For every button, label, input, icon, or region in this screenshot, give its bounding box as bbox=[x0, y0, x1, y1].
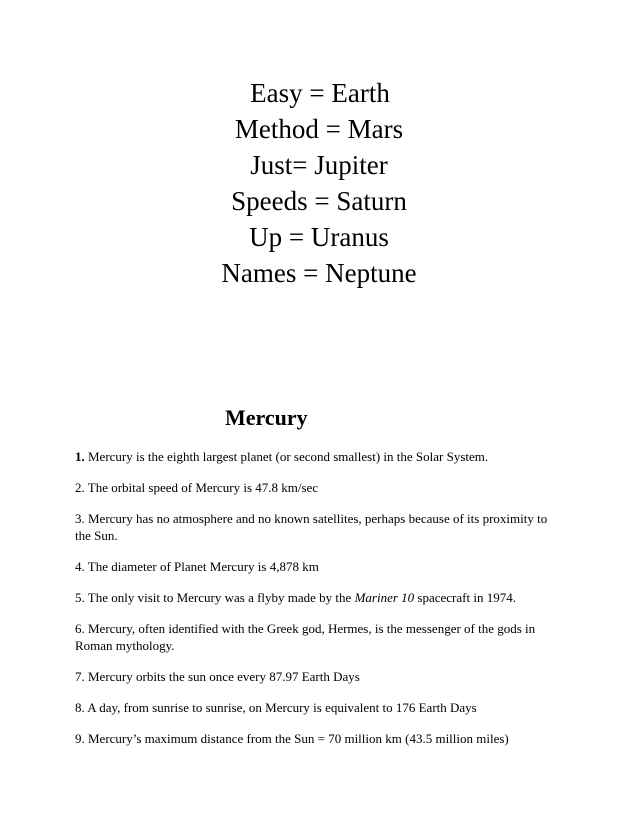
fact-item bbox=[75, 589, 565, 606]
fact-item bbox=[75, 479, 565, 496]
fact-number: 5. bbox=[75, 590, 85, 605]
planet-mnemonic bbox=[0, 75, 638, 291]
mnemonic-line-jupiter: Just= Jupiter bbox=[250, 150, 388, 180]
fact-text: The orbital speed of Mercury is 47.8 km/sec bbox=[84, 480, 319, 495]
fact-item bbox=[75, 699, 565, 716]
fact-item bbox=[75, 510, 565, 544]
fact-number: 3. bbox=[75, 511, 85, 526]
fact-number: 6. bbox=[75, 621, 85, 636]
mnemonic-line-uranus: Up = Uranus bbox=[249, 222, 389, 252]
fact-text: Mercury has no atmosphere and no known satellites, perhaps because of its proximity to the Sun. bbox=[75, 511, 548, 543]
fact-text: Mercury orbits the sun once every 87.97 Earth Days bbox=[84, 669, 360, 684]
fact-number: 2. bbox=[75, 480, 85, 495]
fact-item bbox=[75, 448, 565, 465]
fact-text-post: spacecraft in 1974. bbox=[414, 590, 516, 605]
fact-text: Mercury is the eighth largest planet (or second smallest) in the Solar System. bbox=[84, 449, 489, 464]
fact-text: A day, from sunrise to sunrise, on Mercury is equivalent to 176 Earth Days bbox=[84, 700, 477, 715]
fact-text: The diameter of Planet Mercury is 4,878 km bbox=[84, 559, 319, 574]
mnemonic-line-earth: Easy = Earth bbox=[250, 78, 390, 108]
mnemonic-line-saturn: Speeds = Saturn bbox=[231, 186, 407, 216]
fact-text: Mercury, often identified with the Greek god, Hermes, is the messenger of the gods in Roman mythology. bbox=[75, 621, 536, 653]
spacecraft-name: Mariner 10 bbox=[354, 590, 415, 605]
fact-item bbox=[75, 620, 565, 654]
fact-number: 8. bbox=[75, 700, 85, 715]
mnemonic-line-mars: Method = Mars bbox=[234, 114, 404, 144]
fact-text: Mercury’s maximum distance from the Sun = 70 million km (43.5 million miles) bbox=[84, 731, 509, 746]
fact-item bbox=[75, 668, 565, 685]
fact-text-pre: The only visit to Mercury was a flyby made by the bbox=[84, 590, 355, 605]
fact-number: 7. bbox=[75, 669, 85, 684]
fact-item bbox=[75, 730, 565, 747]
fact-number: 9. bbox=[75, 731, 85, 746]
section-heading: Mercury bbox=[225, 405, 308, 430]
fact-number: 1. bbox=[75, 449, 85, 464]
mnemonic-line-neptune: Names = Neptune bbox=[221, 258, 417, 288]
fact-item bbox=[75, 558, 565, 575]
fact-list bbox=[75, 448, 565, 761]
fact-number: 4. bbox=[75, 559, 85, 574]
